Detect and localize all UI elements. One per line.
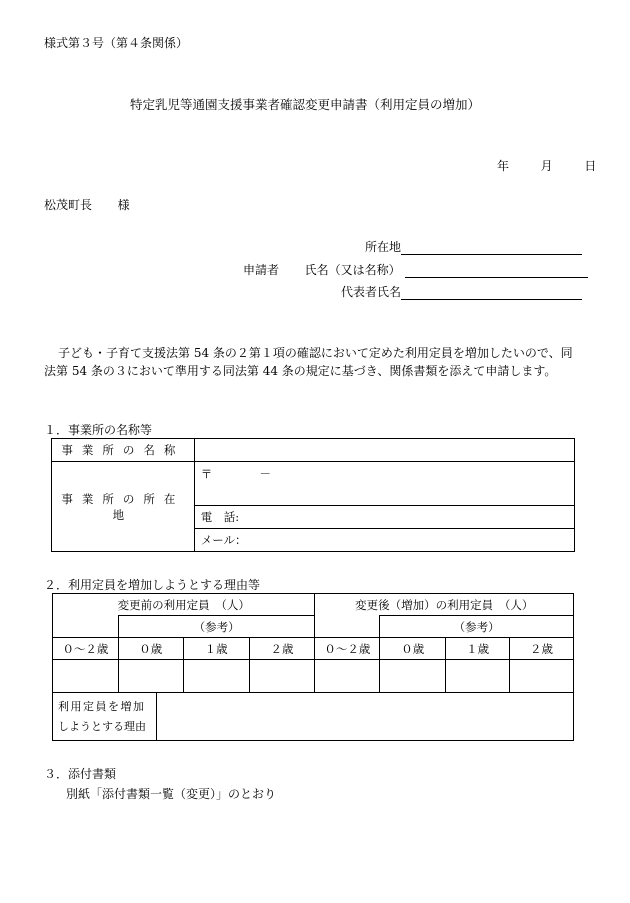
applicant-rep-label: 代表者氏名 bbox=[341, 285, 402, 299]
after-blank bbox=[315, 616, 380, 638]
after-value-2[interactable] bbox=[510, 660, 574, 693]
after-age-0-2: ０～２歳 bbox=[315, 638, 380, 660]
date-year: 年 bbox=[497, 159, 510, 173]
attachments-text: 別紙「添付書類一覧（変更）」のとおり bbox=[66, 787, 277, 801]
facility-phone-field[interactable] bbox=[194, 506, 574, 529]
section2-heading: ２．利用定員を増加しようとする理由等 bbox=[44, 578, 261, 592]
after-age-2: ２歳 bbox=[510, 638, 574, 660]
before-reference-label: （参考） bbox=[118, 616, 315, 638]
after-reference-label: （参考） bbox=[380, 616, 574, 638]
email-label: メール： bbox=[200, 533, 247, 547]
applicant-address bbox=[365, 238, 582, 255]
date-day: 日 bbox=[584, 159, 597, 173]
before-value-0[interactable] bbox=[118, 660, 183, 693]
before-blank bbox=[53, 616, 119, 638]
applicant-heading: 申請者 bbox=[243, 263, 280, 277]
after-age-0: ０歳 bbox=[380, 638, 446, 660]
postal-dash: － bbox=[259, 467, 272, 481]
page-title: 特定乳児等通園支援事業者確認変更申請書（利用定員の増加） bbox=[130, 97, 481, 112]
applicant-name bbox=[243, 261, 588, 278]
after-age-1: １歳 bbox=[446, 638, 510, 660]
date-month: 月 bbox=[540, 159, 553, 173]
facility-name-label: 事業所の名称 bbox=[52, 439, 195, 462]
addressee-honorific: 様 bbox=[117, 198, 130, 212]
addressee-name: 松茂町長 bbox=[44, 198, 93, 212]
date-line bbox=[497, 157, 596, 174]
body-text-line2: 法第 54 条の３において準用する同法第 44 条の規定に基づき、関係書類を添えて申請します。 bbox=[44, 364, 557, 378]
body-text-line1: 子ども・子育て支援法第 54 条の２第１項の確認において定めた利用定員を増加したいので、同 bbox=[58, 346, 573, 360]
postal-mark: 〒 bbox=[200, 467, 213, 481]
section3-heading: ３．添付書類 bbox=[44, 767, 117, 781]
before-age-0-2: ０～２歳 bbox=[53, 638, 119, 660]
before-value-2[interactable] bbox=[249, 660, 315, 693]
capacity-table bbox=[52, 593, 574, 741]
facility-email-field[interactable] bbox=[194, 529, 574, 552]
facility-address-label: 事業所の所在地 bbox=[52, 462, 195, 552]
phone-label: 電 話: bbox=[200, 510, 240, 524]
applicant-address-label: 所在地 bbox=[365, 240, 402, 254]
facility-postal-field[interactable] bbox=[194, 462, 574, 506]
reason-field[interactable] bbox=[156, 693, 573, 741]
after-capacity-label: 変更後（増加）の利用定員 （人） bbox=[315, 594, 574, 616]
applicant-address-field[interactable] bbox=[401, 241, 582, 255]
facility-name-field[interactable] bbox=[194, 439, 574, 462]
before-capacity-label: 変更前の利用定員 （人） bbox=[53, 594, 315, 616]
facility-table bbox=[51, 438, 575, 552]
applicant-rep bbox=[341, 283, 582, 300]
reason-label: 利用定員を増加 しようとする理由 bbox=[53, 693, 157, 741]
applicant-rep-field[interactable] bbox=[401, 286, 582, 300]
before-age-1: １歳 bbox=[183, 638, 249, 660]
after-value-0-2[interactable] bbox=[315, 660, 380, 693]
applicant-name-label: 氏名（又は名称） bbox=[304, 263, 401, 277]
form-number: 様式第３号（第４条関係） bbox=[44, 36, 189, 50]
before-age-0: ０歳 bbox=[118, 638, 183, 660]
addressee bbox=[44, 196, 130, 213]
after-value-1[interactable] bbox=[446, 660, 510, 693]
before-value-1[interactable] bbox=[183, 660, 249, 693]
before-value-0-2[interactable] bbox=[53, 660, 119, 693]
applicant-name-field[interactable] bbox=[405, 264, 588, 278]
section1-heading: １．事業所の名称等 bbox=[44, 423, 153, 437]
before-age-2: ２歳 bbox=[249, 638, 315, 660]
after-value-0[interactable] bbox=[380, 660, 446, 693]
